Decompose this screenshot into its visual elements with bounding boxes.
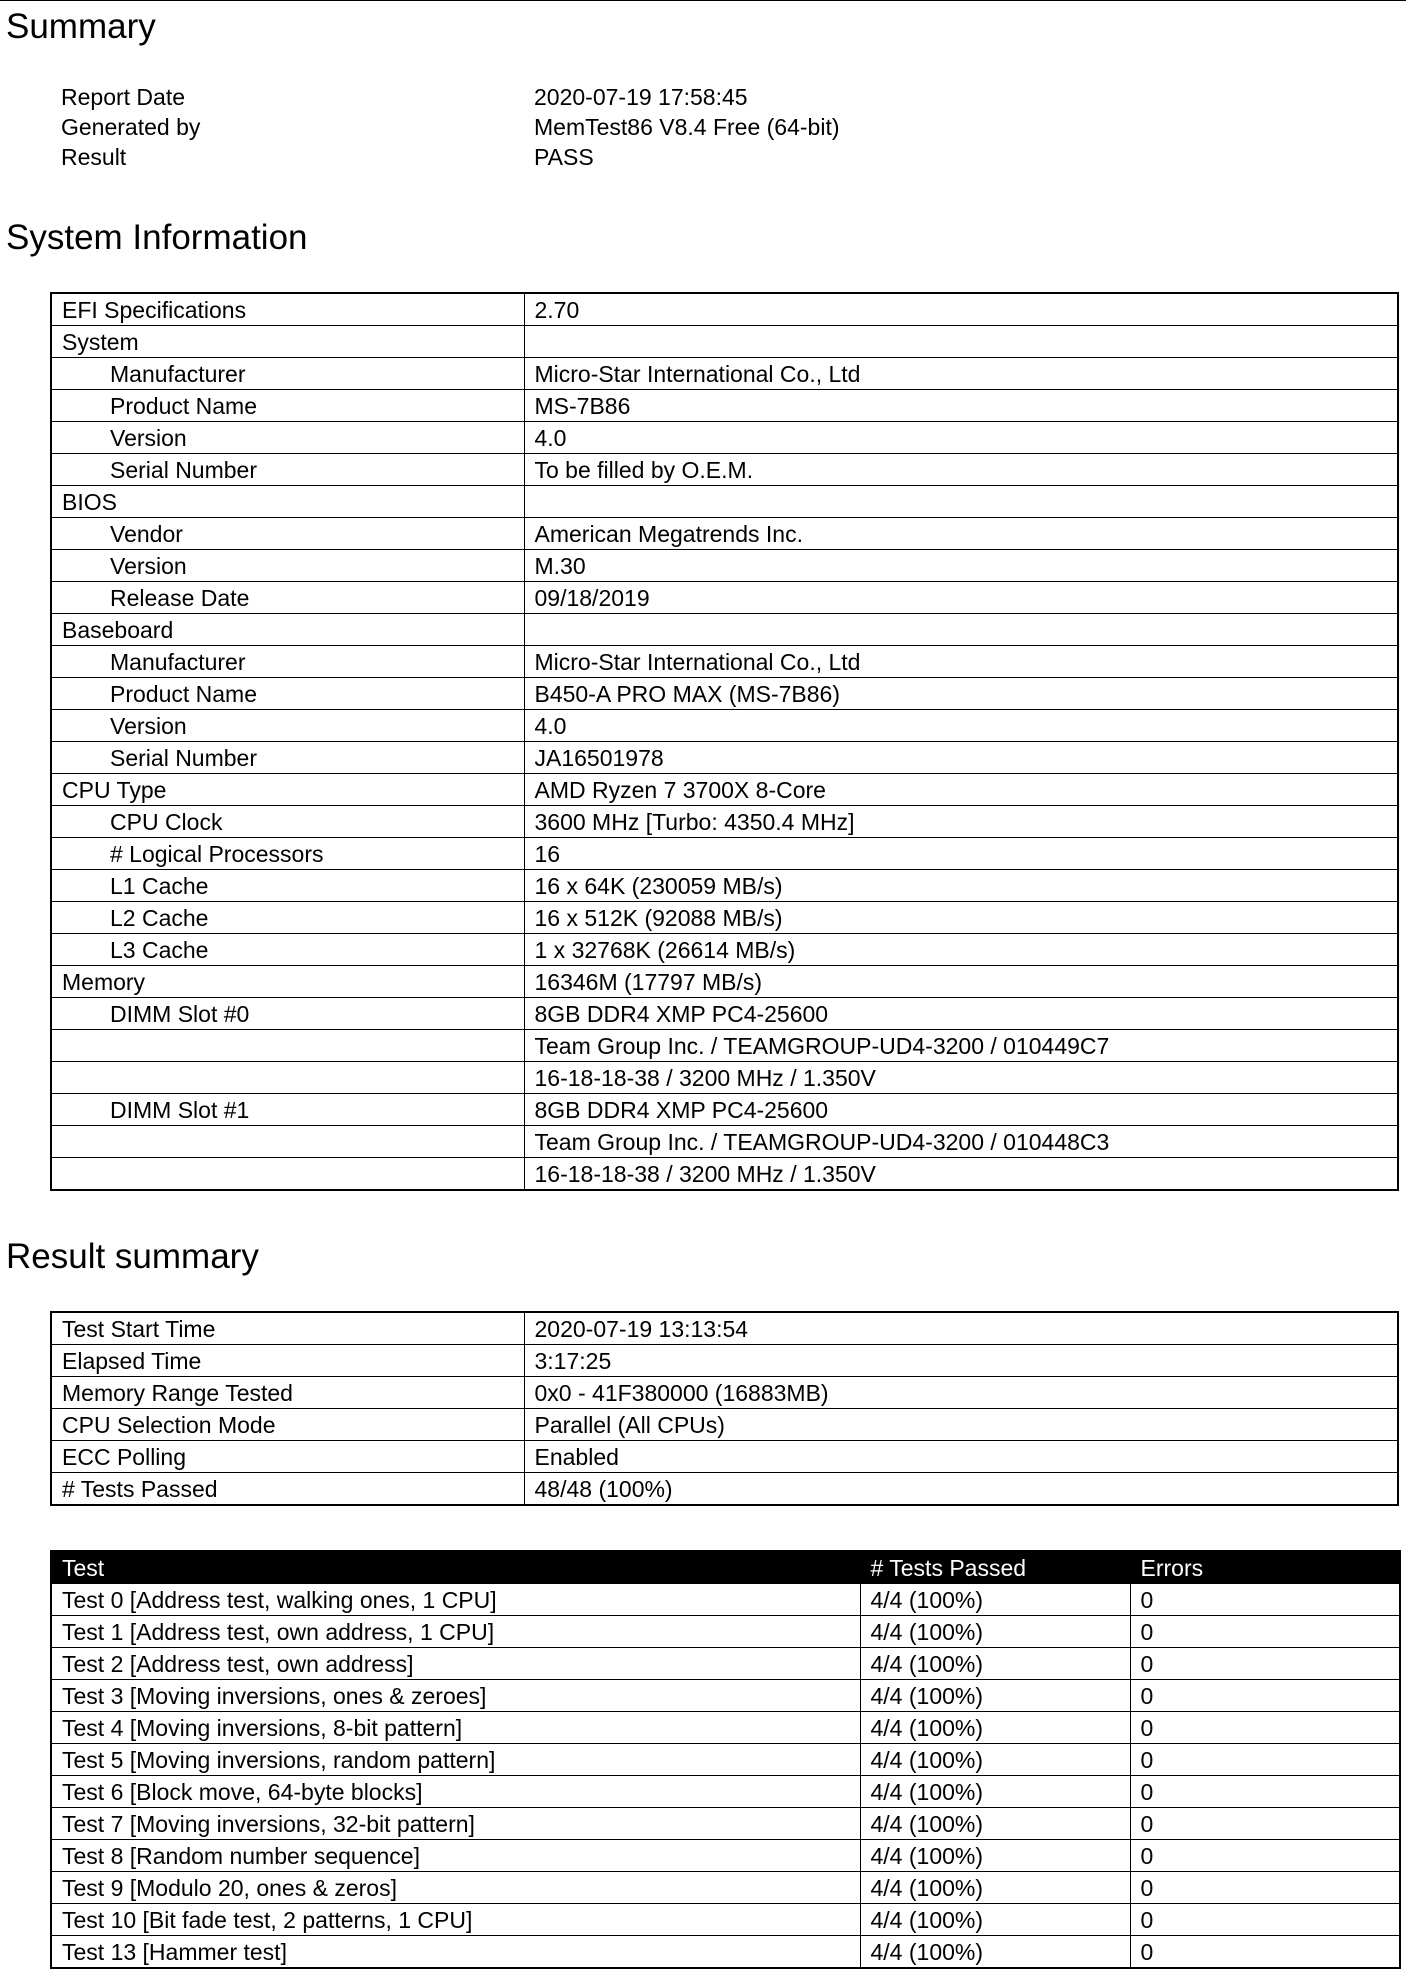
test-name: Test 7 [Moving inversions, 32-bit pattern] — [51, 1808, 860, 1840]
row-key: Vendor — [51, 518, 524, 550]
summary-value: 2020-07-19 17:58:45 — [534, 84, 748, 110]
table-row — [51, 582, 1398, 614]
column-header-tests-passed: # Tests Passed — [860, 1551, 1130, 1584]
row-key: # Tests Passed — [51, 1473, 524, 1506]
table-row — [51, 1904, 1400, 1936]
test-errors: 0 — [1130, 1904, 1400, 1936]
row-key: CPU Clock — [51, 806, 524, 838]
test-passed: 4/4 (100%) — [860, 1872, 1130, 1904]
table-row — [51, 1377, 1398, 1409]
table-row — [51, 710, 1398, 742]
table-row — [51, 1744, 1400, 1776]
row-key — [51, 1062, 524, 1094]
row-key: System — [51, 326, 524, 358]
row-key: L3 Cache — [51, 934, 524, 966]
test-passed: 4/4 (100%) — [860, 1680, 1130, 1712]
test-passed: 4/4 (100%) — [860, 1744, 1130, 1776]
test-errors: 0 — [1130, 1840, 1400, 1872]
test-errors: 0 — [1130, 1584, 1400, 1616]
row-value: JA16501978 — [524, 742, 1398, 774]
table-row — [51, 614, 1398, 646]
table-row — [51, 454, 1398, 486]
row-value: Team Group Inc. / TEAMGROUP-UD4-3200 / 010449C7 — [524, 1030, 1398, 1062]
row-key: ECC Polling — [51, 1441, 524, 1473]
table-row — [51, 1680, 1400, 1712]
table-row — [51, 1441, 1398, 1473]
row-value: B450-A PRO MAX (MS-7B86) — [524, 678, 1398, 710]
table-row — [51, 1409, 1398, 1441]
row-value: M.30 — [524, 550, 1398, 582]
test-name: Test 8 [Random number sequence] — [51, 1840, 860, 1872]
row-key: L1 Cache — [51, 870, 524, 902]
table-row — [51, 293, 1398, 326]
table-row — [51, 774, 1398, 806]
row-value: 09/18/2019 — [524, 582, 1398, 614]
table-row — [51, 870, 1398, 902]
test-passed: 4/4 (100%) — [860, 1584, 1130, 1616]
test-errors: 0 — [1130, 1936, 1400, 1969]
test-name: Test 0 [Address test, walking ones, 1 CPU] — [51, 1584, 860, 1616]
test-passed: 4/4 (100%) — [860, 1712, 1130, 1744]
test-errors: 0 — [1130, 1648, 1400, 1680]
row-value: 48/48 (100%) — [524, 1473, 1398, 1506]
table-row — [51, 1094, 1398, 1126]
row-key — [51, 1030, 524, 1062]
row-key: Release Date — [51, 582, 524, 614]
table-row — [51, 1872, 1400, 1904]
row-key: Version — [51, 422, 524, 454]
table-row — [51, 1312, 1398, 1345]
row-value: 4.0 — [524, 710, 1398, 742]
row-key: Version — [51, 550, 524, 582]
row-key: Memory — [51, 966, 524, 998]
row-value: MS-7B86 — [524, 390, 1398, 422]
row-value: 16-18-18-38 / 3200 MHz / 1.350V — [524, 1158, 1398, 1191]
test-errors: 0 — [1130, 1808, 1400, 1840]
test-errors: 0 — [1130, 1776, 1400, 1808]
table-row — [51, 1840, 1400, 1872]
table-row — [51, 486, 1398, 518]
column-header-errors: Errors — [1130, 1551, 1400, 1584]
test-passed: 4/4 (100%) — [860, 1648, 1130, 1680]
tests-table — [50, 1550, 1401, 1969]
row-value — [524, 486, 1398, 518]
column-header-test: Test — [51, 1551, 860, 1584]
row-key: Baseboard — [51, 614, 524, 646]
summary-value: MemTest86 V8.4 Free (64-bit) — [534, 114, 840, 140]
table-row — [51, 1616, 1400, 1648]
table-row — [51, 358, 1398, 390]
result-summary-table — [50, 1311, 1399, 1506]
table-row — [51, 1473, 1398, 1506]
test-name: Test 9 [Modulo 20, ones & zeros] — [51, 1872, 860, 1904]
row-value — [524, 614, 1398, 646]
table-row — [51, 326, 1398, 358]
row-value: 2.70 — [524, 293, 1398, 326]
row-key: Product Name — [51, 390, 524, 422]
row-key: DIMM Slot #0 — [51, 998, 524, 1030]
row-key: Elapsed Time — [51, 1345, 524, 1377]
test-passed: 4/4 (100%) — [860, 1904, 1130, 1936]
row-value: American Megatrends Inc. — [524, 518, 1398, 550]
table-row — [51, 1030, 1398, 1062]
test-name: Test 2 [Address test, own address] — [51, 1648, 860, 1680]
table-row — [51, 1158, 1398, 1191]
row-key: Product Name — [51, 678, 524, 710]
row-value: Micro-Star International Co., Ltd — [524, 358, 1398, 390]
row-key: Memory Range Tested — [51, 1377, 524, 1409]
row-key: CPU Type — [51, 774, 524, 806]
test-errors: 0 — [1130, 1680, 1400, 1712]
row-key: Version — [51, 710, 524, 742]
test-name: Test 10 [Bit fade test, 2 patterns, 1 CPU] — [51, 1904, 860, 1936]
system-information-heading: System Information — [6, 218, 308, 257]
table-row — [51, 1648, 1400, 1680]
test-passed: 4/4 (100%) — [860, 1840, 1130, 1872]
summary-row — [61, 142, 840, 172]
summary-heading: Summary — [6, 7, 156, 46]
row-value — [524, 326, 1398, 358]
summary-key: Result — [61, 144, 127, 170]
row-value: 1 x 32768K (26614 MB/s) — [524, 934, 1398, 966]
row-key — [51, 1126, 524, 1158]
row-value: AMD Ryzen 7 3700X 8-Core — [524, 774, 1398, 806]
table-row — [51, 1584, 1400, 1616]
row-value: 0x0 - 41F380000 (16883MB) — [524, 1377, 1398, 1409]
row-key: DIMM Slot #1 — [51, 1094, 524, 1126]
table-row — [51, 934, 1398, 966]
test-errors: 0 — [1130, 1744, 1400, 1776]
test-errors: 0 — [1130, 1872, 1400, 1904]
table-row — [51, 838, 1398, 870]
table-row — [51, 550, 1398, 582]
test-name: Test 13 [Hammer test] — [51, 1936, 860, 1969]
test-name: Test 3 [Moving inversions, ones & zeroes] — [51, 1680, 860, 1712]
table-row — [51, 806, 1398, 838]
summary-key: Report Date — [61, 84, 186, 110]
test-passed: 4/4 (100%) — [860, 1776, 1130, 1808]
row-key: EFI Specifications — [51, 293, 524, 326]
test-name: Test 5 [Moving inversions, random pattern] — [51, 1744, 860, 1776]
summary-row — [61, 112, 840, 142]
table-row — [51, 1062, 1398, 1094]
summary-row — [61, 82, 840, 112]
row-key — [51, 1158, 524, 1191]
test-errors: 0 — [1130, 1712, 1400, 1744]
row-value: Micro-Star International Co., Ltd — [524, 646, 1398, 678]
summary-key: Generated by — [61, 114, 201, 140]
table-row — [51, 1776, 1400, 1808]
table-row — [51, 1712, 1400, 1744]
row-value: Parallel (All CPUs) — [524, 1409, 1398, 1441]
row-value: 16-18-18-38 / 3200 MHz / 1.350V — [524, 1062, 1398, 1094]
row-value: 2020-07-19 13:13:54 — [524, 1312, 1398, 1345]
top-rule — [0, 0, 1406, 1]
row-value: 16 — [524, 838, 1398, 870]
row-value: 8GB DDR4 XMP PC4-25600 — [524, 1094, 1398, 1126]
tests-header-row — [51, 1551, 1400, 1584]
test-name: Test 6 [Block move, 64-byte blocks] — [51, 1776, 860, 1808]
row-value: 3:17:25 — [524, 1345, 1398, 1377]
test-passed: 4/4 (100%) — [860, 1808, 1130, 1840]
row-key: # Logical Processors — [51, 838, 524, 870]
system-information-table — [50, 292, 1399, 1191]
row-key: Test Start Time — [51, 1312, 524, 1345]
row-value: 4.0 — [524, 422, 1398, 454]
row-value: 8GB DDR4 XMP PC4-25600 — [524, 998, 1398, 1030]
table-row — [51, 390, 1398, 422]
row-key: Manufacturer — [51, 358, 524, 390]
table-row — [51, 966, 1398, 998]
row-key: Serial Number — [51, 454, 524, 486]
result-summary-heading: Result summary — [6, 1237, 259, 1276]
table-row — [51, 902, 1398, 934]
row-value: Team Group Inc. / TEAMGROUP-UD4-3200 / 010448C3 — [524, 1126, 1398, 1158]
test-passed: 4/4 (100%) — [860, 1936, 1130, 1969]
table-row — [51, 518, 1398, 550]
test-name: Test 4 [Moving inversions, 8-bit pattern] — [51, 1712, 860, 1744]
row-key: CPU Selection Mode — [51, 1409, 524, 1441]
row-value: 16 x 512K (92088 MB/s) — [524, 902, 1398, 934]
row-value: 16 x 64K (230059 MB/s) — [524, 870, 1398, 902]
table-row — [51, 678, 1398, 710]
table-row — [51, 646, 1398, 678]
test-passed: 4/4 (100%) — [860, 1616, 1130, 1648]
row-key: Manufacturer — [51, 646, 524, 678]
test-name: Test 1 [Address test, own address, 1 CPU] — [51, 1616, 860, 1648]
row-value: 3600 MHz [Turbo: 4350.4 MHz] — [524, 806, 1398, 838]
row-value: 16346M (17797 MB/s) — [524, 966, 1398, 998]
table-row — [51, 1936, 1400, 1969]
table-row — [51, 998, 1398, 1030]
table-row — [51, 422, 1398, 454]
test-errors: 0 — [1130, 1616, 1400, 1648]
row-key: BIOS — [51, 486, 524, 518]
summary-list — [61, 82, 840, 172]
table-row — [51, 1808, 1400, 1840]
summary-result-value: PASS — [534, 144, 594, 170]
table-row — [51, 1126, 1398, 1158]
table-row — [51, 1345, 1398, 1377]
row-value: Enabled — [524, 1441, 1398, 1473]
row-value: To be filled by O.E.M. — [524, 454, 1398, 486]
row-key: L2 Cache — [51, 902, 524, 934]
row-key: Serial Number — [51, 742, 524, 774]
table-row — [51, 742, 1398, 774]
